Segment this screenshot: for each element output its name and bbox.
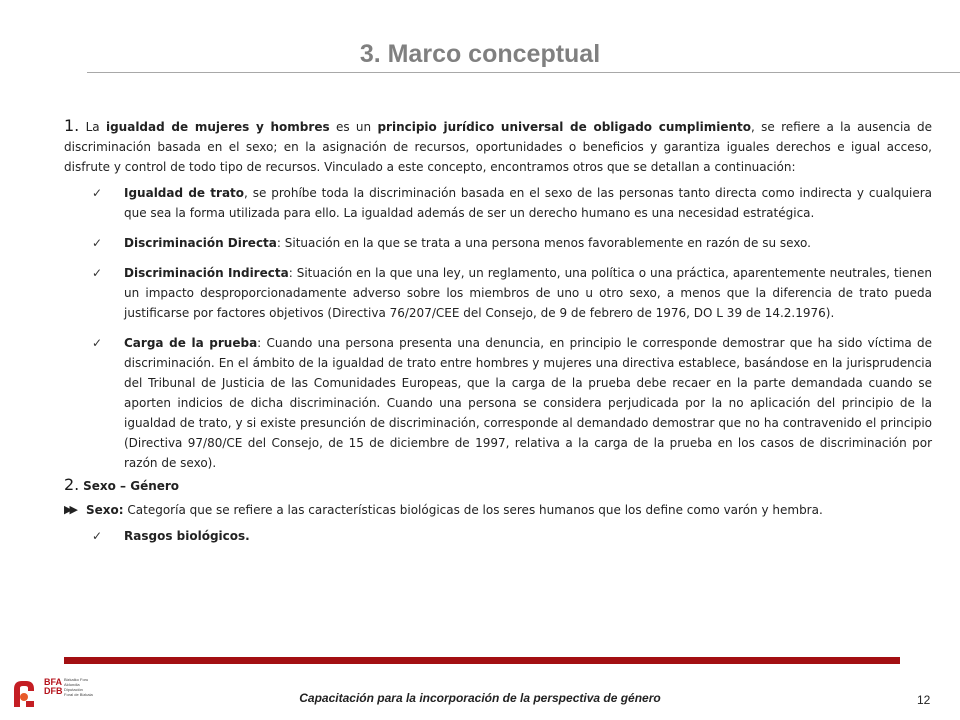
intro-paragraph [64, 116, 932, 177]
list-item [64, 233, 932, 253]
check-icon: ✓ [92, 236, 103, 250]
text-run: , se refiere a la ausencia de discriminación basada en el sexo; en la asignación de recursos, oportunidades o beneficios y garantiza iguales derechos e igual acceso, disfrute y control de todo tipo de recursos. Vinculado a este concepto, encontramos otros que se detallan a continuación: [64, 120, 932, 174]
check-icon: ✓ [92, 336, 103, 350]
footer-bar [64, 657, 900, 664]
item-term: Igualdad de trato [124, 186, 245, 200]
definition-list [64, 183, 932, 473]
footer-caption: Capacitación para la incorporación de la perspectiva de género [299, 691, 661, 705]
section-number: 2. [64, 475, 80, 494]
logo-sub-line: Foral de Bizkaia [64, 692, 93, 697]
section-number: 1. [64, 116, 80, 135]
logo-sub-line: Diputación [64, 687, 83, 692]
logo-line: BFA [44, 677, 62, 687]
item-term: Discriminación Indirecta [124, 266, 289, 280]
page-title: 3. Marco conceptual [359, 40, 601, 68]
list-item [64, 526, 932, 546]
check-icon: ✓ [92, 266, 103, 280]
logo-sub-line: Aldundia [64, 682, 80, 687]
item-term: Carga de la prueba [124, 336, 258, 350]
item-text: , se prohíbe toda la discriminación basada en el sexo de las personas tanto directa como indirecta y cualquiera que sea la forma utilizada para ello. La igualdad además de ser un derecho humano es una necesidad estratégica. [124, 186, 933, 220]
item-text: Categoría que se refiere a las características biológicas de los seres humanos que los define como varón y hembra. [123, 503, 823, 517]
list-item [64, 183, 932, 223]
text-run: La [79, 120, 106, 134]
item-text: : Situación en la que se trata a una persona menos favorablemente en razón de su sexo. [276, 236, 811, 250]
main-content [64, 116, 932, 556]
text-run: es un [329, 120, 378, 134]
logo-line: DFB [44, 686, 63, 696]
section-2-heading [64, 475, 932, 496]
list-item [64, 333, 932, 473]
bold-term: igualdad de mujeres y hombres [105, 120, 330, 134]
page-number: 12 [917, 693, 931, 707]
check-icon: ✓ [92, 529, 103, 543]
section-title: Sexo – Género [83, 479, 180, 493]
item-text: : Situación en la que una ley, un reglamento, una política o una práctica, aparentemente neutrales, tienen un impacto desproporcionadamente adverso sobre los miembros de uno u otro sexo, a menos que la diferencia de trato pueda justificarse por factores objetivos (Directiva 76/207/CEE del Consejo, de 9 de febrero de 1976, DO L 39 de 14.2.1976). [124, 266, 932, 320]
item-term: Rasgos biológicos. [124, 529, 250, 543]
bold-term: principio jurídico universal de obligado cumplimiento [377, 120, 751, 134]
title-divider [87, 72, 960, 73]
item-text: : Cuando una persona presenta una denuncia, en principio le corresponde demostrar que ha sido víctima de discriminación. En el ámbito de la igualdad de trato entre hombres y mujeres una directiva establece, basándose en la jurisprudencia del Tribunal de Justicia de las Comunidades Europeas, que la carga de la prueba debe recaer en la parte demandada cuando se aporten indicios de dicha discriminación. Cuando una persona se considera perjudicada por la no aplicación del principio de la igualdad de trato, y si existe presunción de discriminación, corresponde al demandado demostrar que no ha contravenido el principio (Directiva 97/80/CE del Consejo, de 15 de diciembre de 1997, relativa a la carga de la prueba en los casos de discriminación por razón de sexo). [124, 336, 932, 470]
arrow-item [64, 500, 932, 520]
list-item [64, 263, 932, 323]
item-term: Discriminación Directa [124, 236, 277, 250]
logo-sub-line: Bizkaiko Foru [64, 677, 89, 682]
double-arrow-icon: ▶▶ [64, 503, 75, 516]
item-term: Sexo: [86, 503, 124, 517]
check-icon: ✓ [92, 186, 103, 200]
